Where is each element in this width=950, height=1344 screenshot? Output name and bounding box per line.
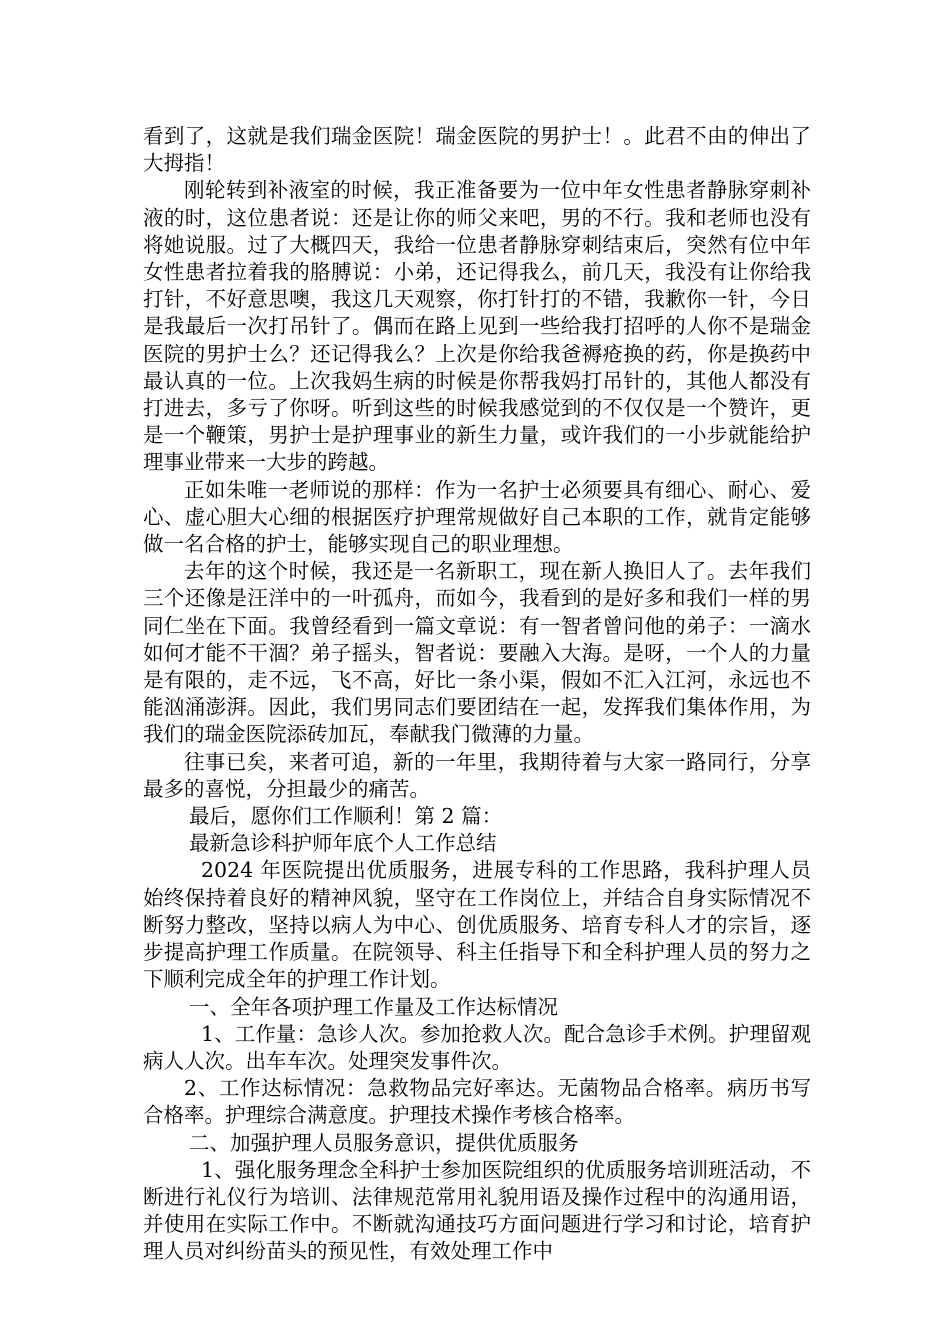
paragraph-last-year: 去年的这个时候，我还是一名新职工，现在新人换旧人了。去年我们三个还像是汪洋中的一叶孤舟，而如今，我看到的是好多和我们一样的男同仁坐在下面。我曾经看到一篇文章说：有一智者曾问他的弟子：一滴水如何才能不干涸？弟子摇头，智者说：要融入大海。是呀，一个人的力量是有限的，走不远，飞不高，好比一条小渠，假如不汇入江河，永远也不能汹涌澎湃。因此，我们男同志们要团结在一起，发挥我们集体作用，为我们的瑞金医院添砖加瓦，奉献我门微薄的力量。	[143, 559, 811, 747]
section-heading-2: 二、加强护理人员服务意识，提供优质服务	[189, 1130, 579, 1155]
closing-line: 最后，愿你们工作顺利！第 2 篇：	[189, 804, 503, 829]
article-title: 最新急诊科护师年底个人工作总结	[189, 831, 497, 856]
paragraph-continuation: 看到了，这就是我们瑞金医院！瑞金医院的男护士！。此君不由的伸出了大拇指！	[143, 124, 811, 176]
paragraph-infusion-room: 刚轮转到补液室的时候，我正准备要为一位中年女性患者静脉穿刺补液的时，这位患者说：还是让你的师父来吧，男的不行。我和老师也没有将她说服。过了大概四天，我给一位患者静脉穿刺结束后，突然有位中年女性患者拉着我的胳膊说：小弟，还记得我么，前几天，我没有让你给我打针，不好意思噢，我这几天观察，你打针打的不错，我歉你一针，今日是我最后一次打吊针了。偶而在路上见到一些给我打招呼的人你不是瑞金医院的男护士么？还记得我么？上次是你给我爸褥疮换的药，你是换药中最认真的一位。上次我妈生病的时候是你帮我妈打吊针的，其他人都没有打进去，多亏了你呀。听到这些的时候我感觉到的不仅仅是一个赞许，更是一个鞭策，男护士是护理事业的新生力量，或许我们的一小步就能给护理事业带来一大步的跨越。	[143, 178, 811, 475]
paragraph-intro-2024: 2024 年医院提出优质服务，进展专科的工作思路，我科护理人员始终保持着良好的精神风貌，坚守在工作岗位上，并结合自身实际情况不断努力整改，坚持以病人为中心、创优质服务、培育专科人才的宗旨，逐步提高护理工作质量。在院领导、科主任指导下和全科护理人员的努力之下顺利完成全年的护理工作计划。	[143, 858, 811, 992]
paragraph-workload: 1、工作量：急诊人次。参加抢救人次。配合急诊手术例。护理留观病人人次。出车车次。处理突发事件次。	[143, 1021, 811, 1073]
paragraph-teacher-quote: 正如朱唯一老师说的那样：作为一名护士必须要具有细心、耐心、爱心、虚心胆大心细的根据医疗护理常规做好自己本职的工作，就肯定能够做一名合格的护士，能够实现自己的职业理想。	[143, 477, 811, 557]
section-heading-1: 一、全年各项护理工作量及工作达标情况	[189, 994, 558, 1019]
document-body	[143, 123, 811, 1266]
paragraph-looking-forward: 往事已矣，来者可追，新的一年里，我期待着与大家一路同行，分享最多的喜悦，分担最少的痛苦。	[143, 749, 811, 801]
paragraph-standards: 2、工作达标情况：急救物品完好率达。无菌物品合格率。病历书写合格率。护理综合满意度。护理技术操作考核合格率。	[143, 1076, 811, 1128]
paragraph-service-training: 1、强化服务理念全科护士参加医院组织的优质服务培训班活动，不断进行礼仪行为培训、法律规范常用礼貌用语及操作过程中的沟通用语，并使用在实际工作中。不断就沟通技巧方面问题进行学习和讨论，培育护理人员对纠纷苗头的预见性，有效处理工作中	[143, 1157, 811, 1264]
